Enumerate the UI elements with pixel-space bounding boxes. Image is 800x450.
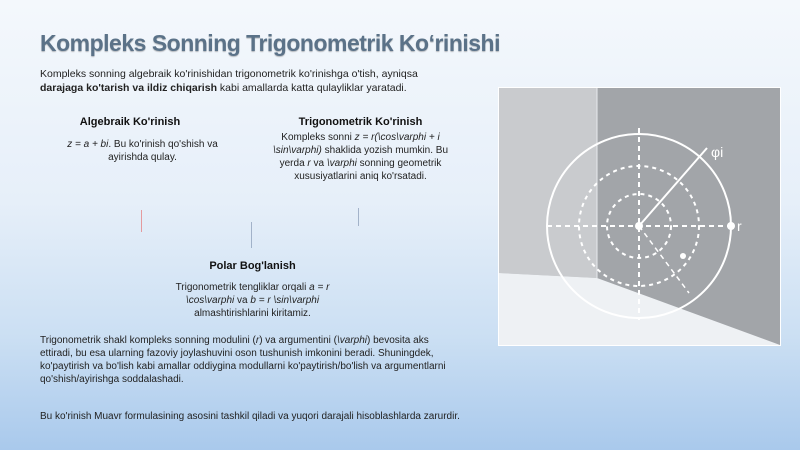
trig-heading: Trigonometrik Ko'rinish	[298, 116, 423, 128]
connector-right	[358, 208, 359, 226]
polar-diagram-image	[499, 88, 780, 345]
trig-text-4: sonning geometrik xususiyatlarini aniq ko'rsatadi.	[294, 158, 442, 182]
intro-bold: darajaga ko'tarish va ildiz chiqarish	[40, 82, 217, 94]
r-point	[727, 222, 735, 230]
algebraic-text: . Bu ko'rinish qo'shish va ayirishda qulay.	[108, 139, 218, 163]
label-phi: φi	[711, 144, 724, 160]
bottom-p1-b: ) va argumentini (	[259, 335, 337, 346]
bottom-paragraph-1	[40, 334, 450, 386]
trig-text-1: Kompleks sonni	[281, 132, 355, 143]
connector-center	[251, 222, 252, 248]
algebraic-body	[50, 138, 235, 164]
intro-text-1: Kompleks sonning algebraik ko'rinishidan trigonometrik ko'rinishga o'tish, ayniqsa	[40, 68, 418, 80]
algebraic-formula: z = a + bi	[67, 139, 109, 150]
polar-formula-a: a = r \cos\varphi	[185, 282, 330, 306]
polar-text-2: va	[234, 295, 251, 306]
polar-formula-b: b = r \sin\varphi	[250, 295, 320, 306]
bottom-p1-a: Trigonometrik shakl kompleks sonning modulini (	[40, 335, 256, 346]
bottom-p1-c: ) bevosita aks ettiradi, bu esa ularning fazoviy joylashuvini oson tushunish imkonini beradi. Shuningdek, ko'paytirish va bo'lish kabi amallar oddiygina modullarni ko'paytirish/bo'lish va argumentlarni qo'shish/ayirishga soddalashadi.	[40, 335, 446, 385]
center-point	[635, 222, 643, 230]
page-title: Kompleks Sonning Trigonometrik Ko‘rinishi	[40, 30, 500, 56]
label-r: r	[737, 218, 742, 234]
intro-text-2: kabi amallarda katta qulayliklar yaratadi.	[216, 82, 407, 94]
polar-text-3: almashtirishlarini kiritamiz.	[194, 308, 311, 319]
polar-body	[160, 281, 345, 320]
trig-r: r	[307, 158, 311, 169]
bottom-p1-r: r	[255, 335, 260, 346]
algebraic-heading: Algebraik Ko'rinish	[79, 116, 181, 128]
trig-text-2: shaklida yozish mumkin. Bu yerda	[279, 145, 449, 169]
bottom-paragraph-2: Bu ko'rinish Muavr formulasining asosini tashkil qiladi va yuqori darajali hisoblashlarda zarurdir.	[40, 411, 460, 422]
trig-formula: z = r(\cos\varphi + i \sin\varphi)	[272, 132, 440, 156]
polar-heading: Polar Bog'lanish	[209, 260, 296, 272]
trig-phi: \varphi	[326, 158, 357, 169]
bottom-p1-phi: \varphi	[337, 335, 368, 346]
connector-left	[141, 210, 142, 232]
trig-body	[268, 131, 453, 183]
figure-left-wall	[499, 88, 597, 278]
intro-paragraph	[40, 67, 460, 95]
projection-point	[680, 253, 686, 259]
trig-text-3: va	[310, 158, 327, 169]
polar-text-1: Trigonometrik tengliklar orqali	[175, 282, 310, 293]
